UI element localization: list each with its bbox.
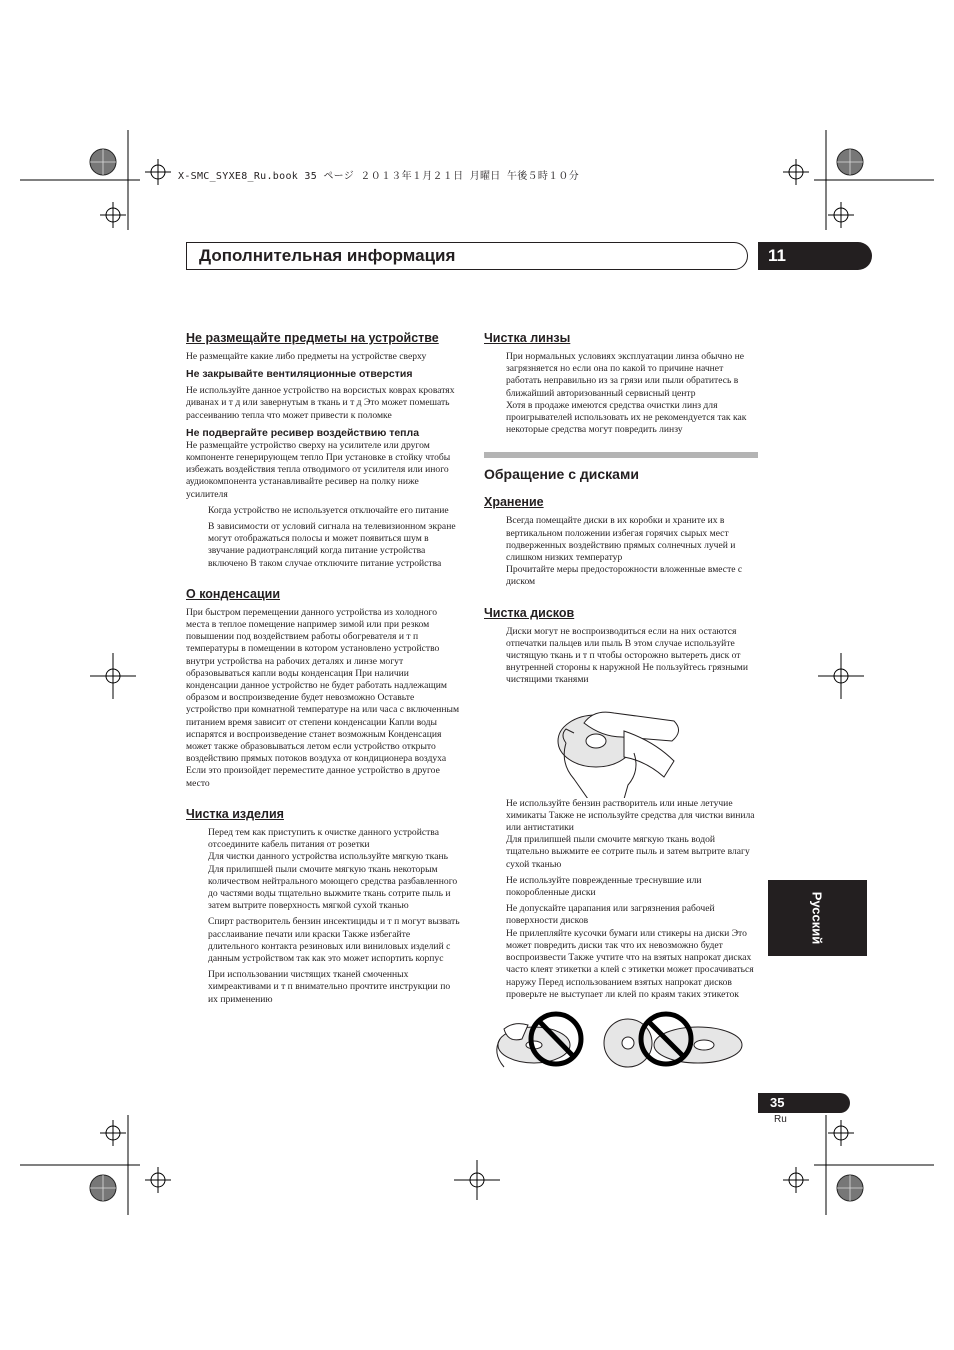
subsection-title-heat: Не подвергайте ресивер воздействию тепла [186, 426, 420, 439]
paragraph: Прочитайте меры предосторожности вложенные вместе с диском [506, 564, 743, 588]
paragraph: При нормальных условиях эксплуатации линза обычно не загрязняется но если она по какой то причине начнет работать неправильно из за грязи или пыли обратитесь в ближайший авторизованный сервисный центр [506, 351, 744, 399]
left-column [186, 330, 462, 1006]
section-title-disc-cleaning: Чистка дисков [484, 605, 575, 620]
paragraph: Всегда помещайте диски в их коробки и храните их в вертикальном положении избегая горячих сырых мест подверженных воздействию прямых солнечных лучей и слишком низких температур [506, 515, 736, 564]
section-title-placement: Не размещайте предметы на устройстве [186, 331, 439, 345]
bullet-item: Перед тем как приступить к очистке данного устройства отсоедините кабель питания от розетки [208, 826, 439, 851]
paragraph: Не используйте бензин растворитель или иные летучие химикаты Также не используйте средства для чистки винила или антистатики [506, 797, 755, 834]
section-title-storage: Хранение [484, 495, 544, 510]
section-title-condensation: О конденсации [186, 586, 281, 601]
section-title-lens: Чистка линзы [484, 331, 571, 345]
paragraph: Не размещайте какие либо предметы на устройстве сверху [186, 351, 427, 362]
paragraph: Для прилипшей пыли смочите мягкую ткань водой тщательно выжмите ее сотрите пыль и затем вытрите влагу сухой тканью [506, 834, 750, 870]
paragraph: Диски могут не воспроизводиться если на них остаются отпечатки пальцев или пыль В этом случае используйте чистящую ткань и т п чтобы осторожно вытереть диск от внутренней стороны к наружной Не пользуйтесь грязными чистящими тканями [506, 625, 748, 686]
major-section-title-discs: Обращение с дисками [484, 466, 639, 483]
bullet-item: При использовании чистящих тканей смоченных химреактивами и т п внимательно прочтите инструкции по их применению [208, 969, 451, 1005]
section-rule [484, 452, 758, 458]
subsection-title-ventilation: Не закрывайте вентиляционные отверстия [186, 368, 413, 381]
bullet-item: В зависимости от условий сигнала на телевизионном экране могут отображаться полосы и может появиться шум в звучание радиотрансляций когда питание устройства включено В таком случае отключите питание устройства [208, 521, 456, 569]
page-number: 35 [770, 1095, 785, 1110]
bullet-item: Когда устройство не используется отключайте его питание [208, 504, 449, 516]
language-side-tab-label: Русский [809, 891, 825, 945]
disc-wiping-illustration [484, 693, 758, 798]
section-title-cleaning: Чистка изделия [186, 806, 284, 821]
paragraph: Не прилепляйте кусочки бумаги или стикеры на диски Это может повредить диски так что их невозможно будет воспроизвести Также учтите что на взятых напрокат дисках часто клеят этикетки а клей с этикетки может просачиваться наружу Перед использованием взятых напрокат дисков проверьте не выступает ли клей по краям таких этикеток [506, 927, 754, 1000]
paragraph: Не допускайте царапания или загрязнения рабочей поверхности дисков [506, 903, 715, 927]
page-language-code: Ru [774, 1114, 787, 1125]
file-info-line: X-SMC_SYXE8_Ru.book 35 ページ ２０１３年１月２１日 月曜日 午後５時１０分 [178, 171, 580, 182]
paragraph: При быстром перемещении данного устройства из холодного места в теплое помещение например зимой или при резком повышении под воздействием работы обогревателя и т п температуры в помещении в котором установлено устройство внутри устройства на рабочих деталях и линзе могут образовываться капли воды конденсация При наличии конденсации данное устройство не будет работать надлежащим образом и воспроизведение будет невозможно Оставьте устройство при комнатной температуре на или часа с включенным питанием время зависит от степени конденсации Капли воды испарятся и воспроизведение станет возможным Конденсация может также образовываться летом если устройство открыто воздействию прямых потоков воздуха от кондиционера воздуха Если это произойдет переместите данное устройство в другое место [186, 606, 460, 789]
page-title: Дополнительная информация [199, 246, 456, 265]
paragraph: Хотя в продаже имеются средства очистки линз для проигрывателей использовать их не рекомендуется так как некоторые средства могут повредить линзу [506, 399, 747, 436]
paragraph: Не используйте данное устройство на ворсистых коврах кроватях диванах и т д или завернутым в ткань и т д Это может помешать рассеиванию тепла что может привести к поломке [186, 385, 455, 421]
right-column [484, 330, 758, 1075]
paragraph: Не размещайте устройство сверху на усилителе или другом компоненте генерирующем тепло При установке в стойку чтобы избежать воздействия тепла отводимого от усилителя или иного аудиокомпонента устанавливайте ресивер на полку ниже усилителя [186, 439, 451, 500]
bullet-item: Для чистки данного устройства используйте мягкую ткань Для прилипшей пыли смочите мягкую ткань некоторым количеством нейтрального моющего средства разбавленного до частями воды тщательно выжмите ткань сотрите пыль и затем вытрите поверхность мягкой сухой тканью [208, 851, 458, 912]
paragraph: Не используйте поврежденные треснувшие или покоробленные диски [506, 874, 702, 899]
prohibited-disc-illustration [484, 1009, 758, 1075]
chapter-number: 11 [768, 246, 786, 265]
bullet-item: Спирт растворитель бензин инсектициды и т п могут вызвать расслаивание печати или краски Также избегайте длительного контакта резиновых или виниловых изделий с данным устройством так как это может испортить корпус [208, 916, 460, 964]
